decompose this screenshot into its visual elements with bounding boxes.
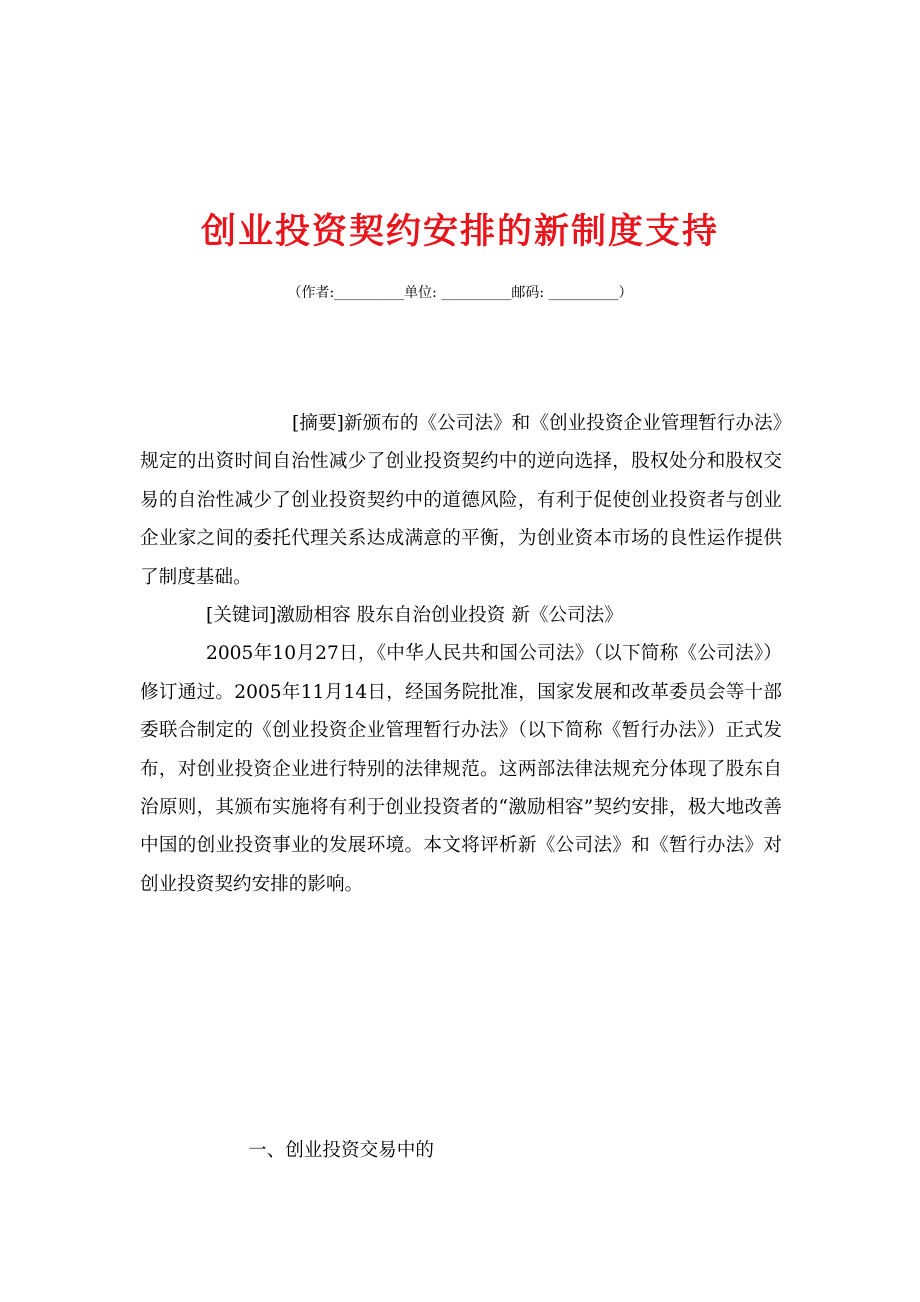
body-paragraph: 2005年10月27日，《中华人民共和国公司法》（以下简称《公司法》）修订通过。2005年11月14日，经国务院批准，国家发展和改革委员会等十部委联合制定的《创业投资企业管理暂行办法》（以下简称《暂行办法》）正式发布，对创业投资企业进行特别的法律规范。这两部法律法规充分体现了股东自治原则，其颁布实施将有利于创业投资者的“激励相容”契约安排，极大地改善中国的创业投资事业的发展环境。本文将评析新《公司法》和《暂行办法》对创业投资契约安排的影响。: [140, 643, 782, 895]
keywords-line: [关键词]激励相容 股东自治创业投资 新《公司法》: [206, 605, 623, 627]
abstract-paragraph: [摘要]新颁布的《公司法》和《创业投资企业管理暂行办法》规定的出资时间自治性减少了创业投资契约中的逆向选择，股权处分和股权交易的自治性减少了创业投资契约中的道德风险，有利于促使创业投资者与创业企业家之间的委托代理关系达成满意的平衡，为创业资本市场的良性运作提供了制度基础。: [140, 413, 782, 588]
author-info-line: （作者:__________单位: __________邮码: __________）: [287, 285, 633, 301]
document-body: [140, 405, 782, 904]
document-title: 创业投资契约安排的新制度支持: [200, 211, 719, 252]
section-heading: 一、创业投资交易中的: [248, 1140, 434, 1161]
